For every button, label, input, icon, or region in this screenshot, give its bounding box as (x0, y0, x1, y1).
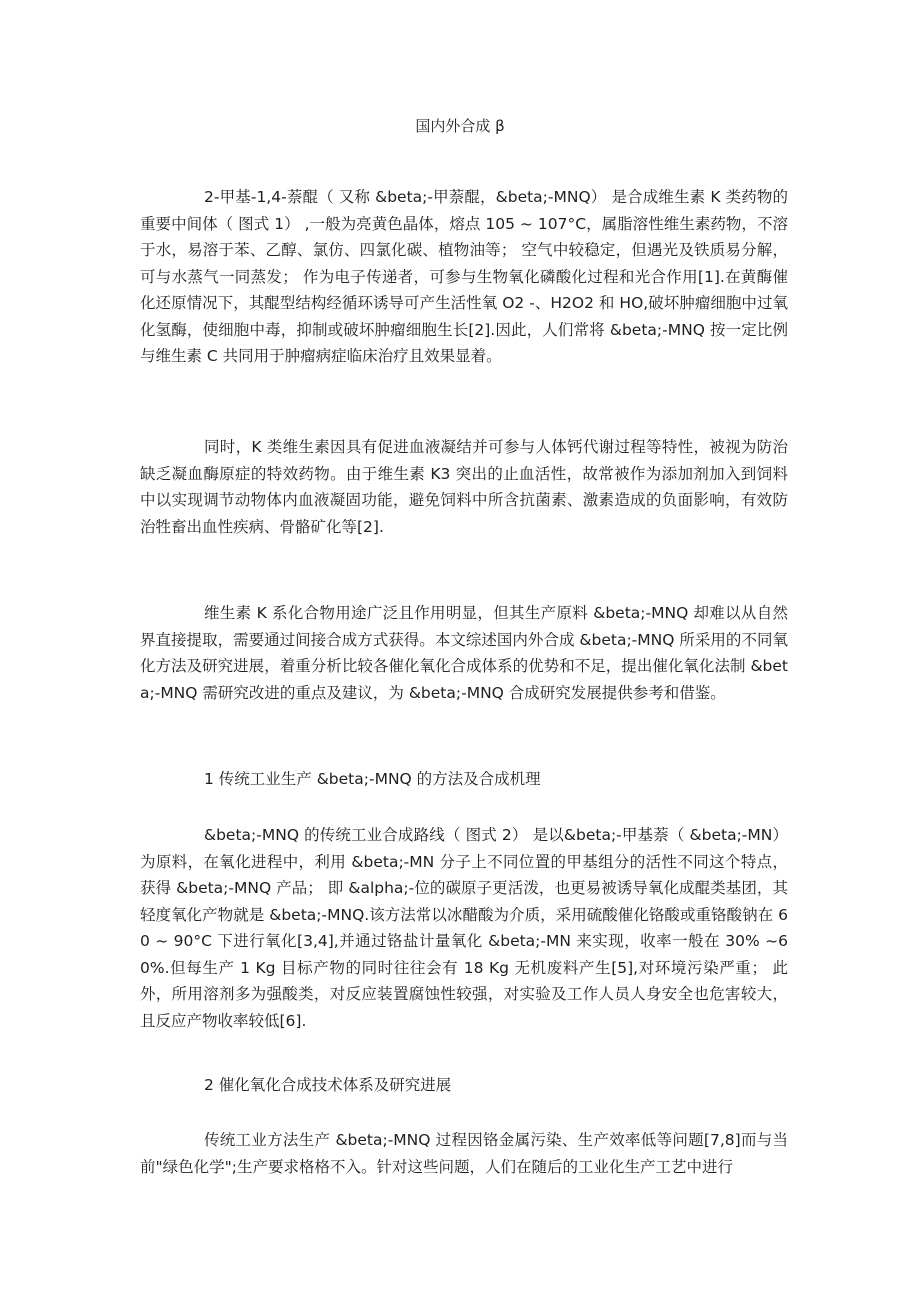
section-heading-2: 2 催化氧化合成技术体系及研究进展 (204, 1076, 452, 1094)
paragraph-traditional-route: &beta;-MNQ 的传统工业合成路线（ 图式 2） 是以&beta;-甲基萘（ &beta;-MN） 为原料，在氧化进程中，利用 &beta;-MN 分子上不同位置的甲基组分的活性不同这个特点，获得 &beta;-MNQ 产品； 即 &alpha;-位的碳原子更活泼，也更易被诱导氧化成醌类基团，其轻度氧化产物就是 &beta;-MNQ.该方法常以冰醋酸为介质，采用硫酸催化铬酸或重铬酸钠在 60 ~ 90°C 下进行氧化[3,4],并通过铬盐计量氧化 &beta;-MN 来实现，收率一般在 30% ~60%.但每生产 1 Kg 目标产物的同时往往会有 18 Kg 无机废料产生[5],对环境污染严重； 此外，所用溶剂多为强酸类，对反应装置腐蚀性较强，对实验及工作人员人身安全也危害较大，且反应产物收率较低[6]. (140, 826, 788, 1030)
document-title: 国内外合成 β (415, 117, 505, 135)
paragraph-catalytic-oxidation: 传统工业方法生产 &beta;-MNQ 过程因铬金属污染、生产效率低等问题[7,8]而与当前"绿色化学";生产要求格格不入。针对这些问题，人们在随后的工业化生产工艺中进行 (140, 1131, 788, 1176)
paragraph-intro: 2-甲基-1,4-萘醌（ 又称 &beta;-甲萘醌，&beta;-MNQ） 是合成维生素 K 类药物的重要中间体（ 图式 1） ,一般为亮黄色晶体，熔点 105 ~ 107°C，属脂溶性维生素药物，不溶于水，易溶于苯、乙醇、氯仿、四氯化碳、植物油等； 空气中较稳定，但遇光及铁质易分解，可与水蒸气一同蒸发； 作为电子传递者，可参与生物氧化磷酸化过程和光合作用[1].在黄酶催化还原情况下，其醌型结构经循环诱导可产生活性氧 O2 -、H2O2 和 HO,破坏肿瘤细胞中过氧化氢酶，使细胞中毒，抑制或破坏肿瘤细胞生长[2].因此，人们常将 &beta;-MNQ 按一定比例与维生素 C 共同用于肿瘤病症临床治疗且效果显着。 (140, 188, 788, 365)
paragraph-review-scope: 维生素 K 系化合物用途广泛且作用明显，但其生产原料 &beta;-MNQ 却难以从自然界直接提取，需要通过间接合成方式获得。本文综述国内外合成 &beta;-MNQ 所采用的不同氧化方法及研究进展，着重分析比较各催化氧化合成体系的优势和不足，提出催化氧化法制 &beta;-MNQ 需研究改进的重点及建议，为 &beta;-MNQ 合成研究发展提供参考和借鉴。 (140, 604, 788, 702)
paragraph-vitamin-k: 同时，K 类维生素因具有促进血液凝结并可参与人体钙代谢过程等特性，被视为防治缺乏凝血酶原症的特效药物。由于维生素 K3 突出的止血活性，故常被作为添加剂加入到饲料中以实现调节动物体内血液凝固功能，避免饲料中所含抗菌素、激素造成的负面影响，有效防治牲畜出血性疾病、骨骼矿化等[2]. (140, 438, 788, 536)
section-heading-1: 1 传统工业生产 &beta;-MNQ 的方法及合成机理 (204, 770, 541, 788)
